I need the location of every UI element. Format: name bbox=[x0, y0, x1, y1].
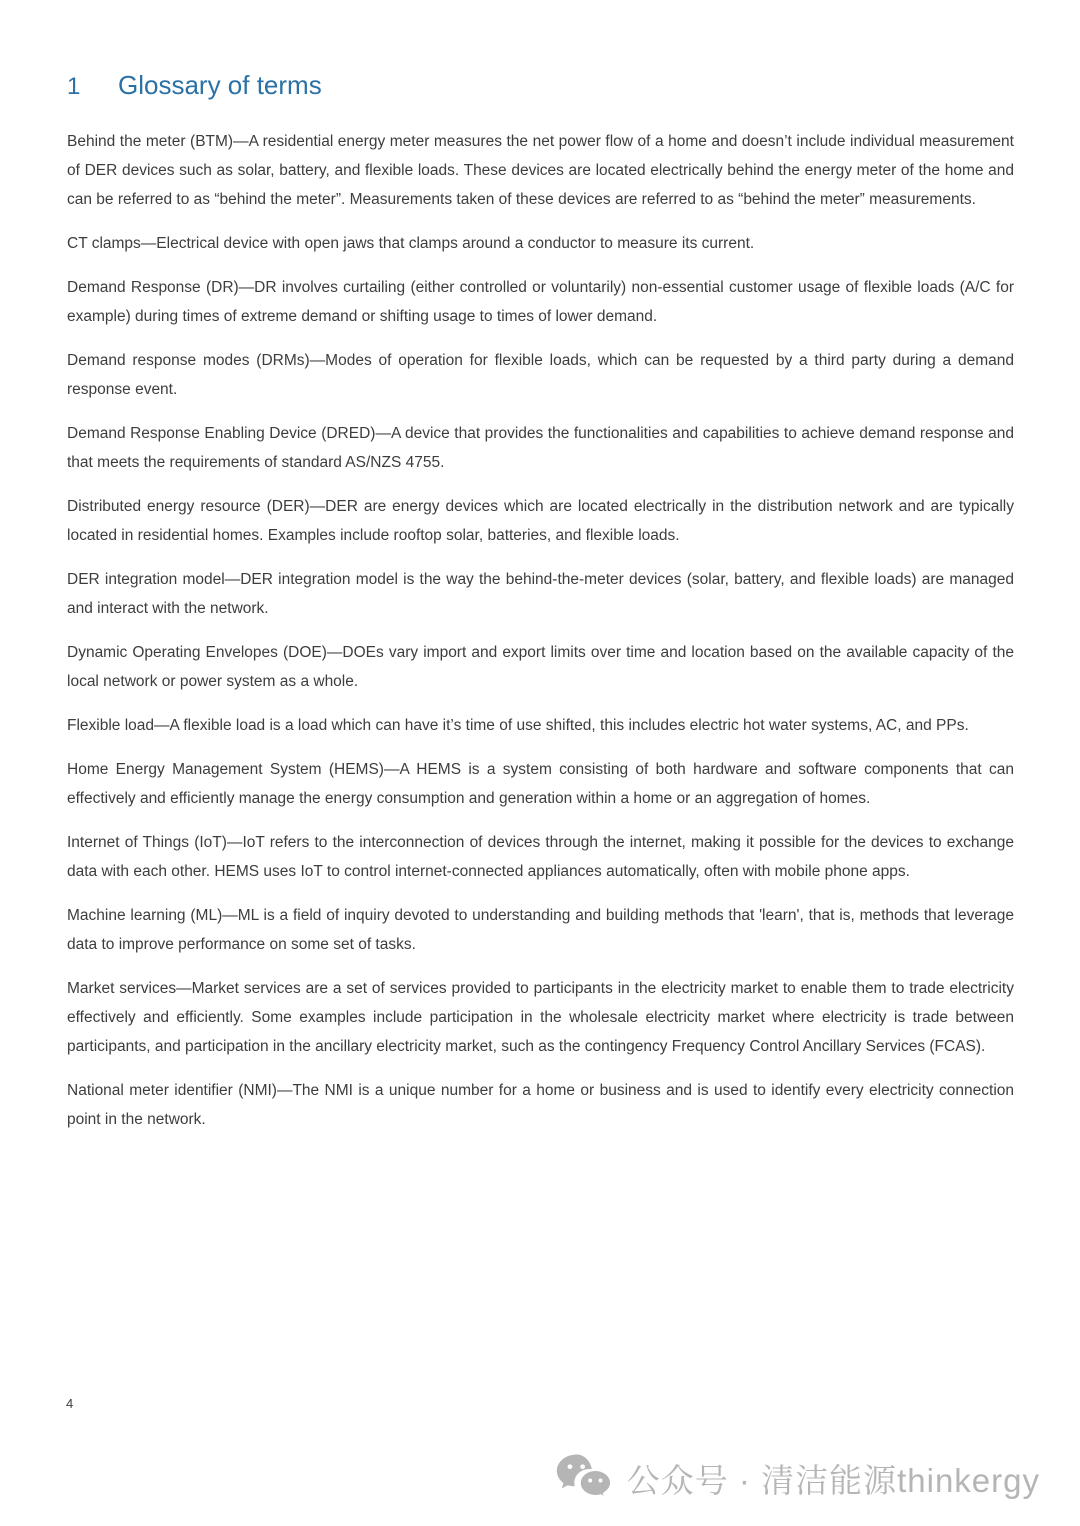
glossary-entry bbox=[67, 346, 1014, 404]
glossary-term: DER integration model bbox=[67, 571, 225, 588]
glossary-term: Dynamic Operating Envelopes (DOE) bbox=[67, 644, 327, 661]
glossary-entry bbox=[67, 127, 1014, 214]
watermark-text: 公众号 · 清洁能源thinkergy bbox=[626, 1461, 1040, 1499]
glossary-definition: —Market services are a set of services provided to participants in the electricity market to enable them to trade electricity effectively and efficiently. Some examples include participation in the wholesale electricity market where electricity is trade between participants, and participation in the ancillary electricity market, such as the contingency Frequency Control Ancillary Services (FCAS). bbox=[67, 980, 1014, 1055]
glossary-definition: —DR involves curtailing (either controlled or voluntarily) non-essential customer usage of flexible loads (A/C for example) during times of extreme demand or shifting usage to times of lower demand. bbox=[67, 279, 1014, 325]
glossary-definition: —DOEs vary import and export limits over time and location based on the available capacity of the local network or power system as a whole. bbox=[67, 644, 1014, 690]
glossary-term: Behind the meter (BTM) bbox=[67, 133, 234, 150]
glossary-entry bbox=[67, 492, 1014, 550]
glossary-term: National meter identifier (NMI) bbox=[67, 1082, 277, 1099]
glossary-term: Demand response modes (DRMs) bbox=[67, 352, 310, 369]
glossary-entry bbox=[67, 901, 1014, 959]
page-number: 4 bbox=[66, 1396, 74, 1411]
glossary-definition: —A HEMS is a system consisting of both hardware and software components that can effectively and efficiently manage the energy consumption and generation within a home or an aggregation of homes. bbox=[67, 761, 1015, 807]
glossary-definition: —DER are energy devices which are located electrically in the distribution network and are typically located in residential homes. Examples include rooftop solar, batteries, and flexible loads. bbox=[67, 498, 1014, 544]
glossary-definition: —A residential energy meter measures the net power flow of a home and doesn’t include individual measurement of DER devices such as solar, battery, and flexible loads. These devices are located electrically behind the energy meter of the home and can be referred to as “behind the meter”. Measurements taken of these devices are referred to as “behind the meter” measurements. bbox=[67, 133, 1014, 208]
glossary-entry bbox=[67, 273, 1014, 331]
section-heading bbox=[67, 70, 1014, 101]
glossary-entry bbox=[67, 828, 1014, 886]
glossary-entry bbox=[67, 565, 1014, 623]
glossary-entry bbox=[67, 974, 1014, 1061]
glossary-term: Market services bbox=[67, 980, 177, 997]
glossary-entry bbox=[67, 711, 1014, 740]
glossary-term: Machine learning (ML) bbox=[67, 907, 223, 924]
glossary-definition: —The NMI is a unique number for a home or business and is used to identify every electricity connection point in the network. bbox=[67, 1082, 1014, 1128]
glossary-definition: —A flexible load is a load which can have it’s time of use shifted, this includes electric hot water systems, AC, and PPs. bbox=[154, 717, 969, 734]
glossary-term: Distributed energy resource (DER) bbox=[67, 498, 310, 515]
wechat-icon bbox=[555, 1452, 613, 1504]
glossary-entry bbox=[67, 1076, 1014, 1134]
glossary-entry bbox=[67, 755, 1014, 813]
glossary-definition: —A device that provides the functionalities and capabilities to achieve demand response and that meets the requirements of standard AS/NZS 4755. bbox=[67, 425, 1015, 471]
glossary-definition: —DER integration model is the way the behind-the-meter devices (solar, battery, and flexible loads) are managed and interact with the network. bbox=[67, 571, 1014, 617]
glossary-term: Home Energy Management System (HEMS) bbox=[67, 761, 384, 778]
heading-number: 1 bbox=[67, 73, 81, 100]
glossary-definition: —Electrical device with open jaws that clamps around a conductor to measure its current. bbox=[140, 235, 755, 252]
glossary-term: Demand Response Enabling Device (DRED) bbox=[67, 425, 376, 442]
glossary-term: Flexible load bbox=[67, 717, 155, 734]
glossary-definition: —IoT refers to the interconnection of devices through the internet, making it possible for the devices to exchange data with each other. HEMS uses IoT to control internet-connected appliances automatically, often with mobile phone apps. bbox=[67, 834, 1014, 880]
glossary-term: Internet of Things (IoT) bbox=[67, 834, 227, 851]
glossary-entry bbox=[67, 638, 1014, 696]
wechat-watermark bbox=[555, 1452, 1040, 1504]
glossary-definition: —ML is a field of inquiry devoted to understanding and building methods that 'learn', that is, methods that leverage data to improve performance on some set of tasks. bbox=[67, 907, 1014, 953]
glossary-definition: —Modes of operation for flexible loads, which can be requested by a third party during a demand response event. bbox=[67, 352, 1014, 398]
glossary-entry bbox=[67, 419, 1014, 477]
glossary-term: Demand Response (DR) bbox=[67, 279, 239, 296]
heading-title: Glossary of terms bbox=[118, 70, 322, 100]
glossary-term: CT clamps bbox=[67, 235, 141, 252]
glossary-entry bbox=[67, 229, 1014, 258]
